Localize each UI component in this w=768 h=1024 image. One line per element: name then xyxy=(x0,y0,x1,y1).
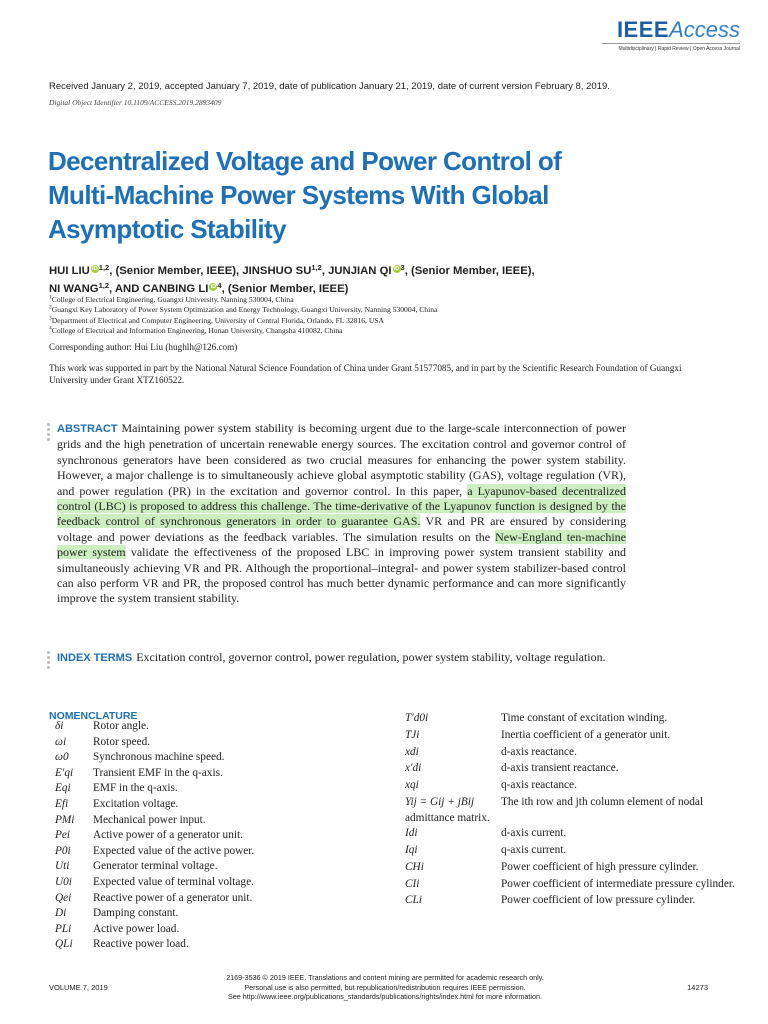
affiliation: $^3$Department of Electrical and Computer Engineering, University of Central Florida, Orlando, FL 32816, USA xyxy=(49,315,385,325)
nomenclature-definition: Damping constant. xyxy=(93,907,179,920)
author-role: , (Senior Member, IEEE), xyxy=(404,265,535,277)
nomenclature-row xyxy=(55,766,355,782)
nomenclature-symbol: Efi xyxy=(55,797,69,810)
nomenclature-symbol: x′di xyxy=(405,762,422,775)
title-line-1: Decentralized Voltage and Power Control of xyxy=(48,146,562,176)
author-role: , (Senior Member, IEEE), xyxy=(109,265,243,277)
abstract-text: VR and PR are ensured by considering voltage and power deviations as the feedback variables. The simulation results on the xyxy=(57,514,626,544)
nomenclature-symbol: CHi xyxy=(405,860,424,873)
nomenclature-definition: Active power load. xyxy=(93,922,180,935)
journal-logo xyxy=(602,18,740,52)
nomenclature-row xyxy=(55,891,355,907)
nomenclature-symbol: Di xyxy=(55,907,67,920)
copyright-line: Personal use is also permitted, but republication/redistribution requires IEEE permission. xyxy=(244,982,526,992)
footer-copyright xyxy=(180,973,590,1002)
title-line-3: Asymptotic Stability xyxy=(48,214,286,244)
nomenclature-row xyxy=(55,750,355,766)
nomenclature-heading: NOMENCLATURE xyxy=(49,710,138,722)
author-affil-sup: 4 xyxy=(217,281,222,290)
nomenclature-row xyxy=(405,711,735,728)
nomenclature-definition: Generator terminal voltage. xyxy=(93,860,218,873)
nomenclature-row xyxy=(55,922,355,938)
nomenclature-symbol: Idi xyxy=(405,827,418,840)
index-terms xyxy=(57,650,626,666)
nomenclature-row xyxy=(55,797,355,813)
abstract xyxy=(57,421,626,607)
nomenclature-definition: EMF in the q-axis. xyxy=(93,782,178,795)
nomenclature-definition: The ith row and jth column element of nodal admittance matrix. xyxy=(405,795,704,824)
nomenclature-row xyxy=(55,875,355,891)
author-list xyxy=(49,262,729,298)
nomenclature-definition: d-axis current. xyxy=(501,827,567,840)
author-name: , JUNJIAN QI xyxy=(321,265,392,277)
author-affil-sup: 3 xyxy=(400,263,405,272)
orcid-icon[interactable]: iD xyxy=(210,284,217,290)
nomenclature-symbol: Pei xyxy=(55,829,71,842)
nomenclature-symbol: E′qi xyxy=(55,766,74,779)
nomenclature-row xyxy=(405,795,735,826)
nomenclature-symbol: U0i xyxy=(55,875,72,888)
nomenclature-definition: Active power of a generator unit. xyxy=(93,829,243,842)
author-affil-sup: 1,2 xyxy=(98,281,110,290)
nomenclature-symbol: QLi xyxy=(55,938,73,951)
nomenclature-definition: Reactive power load. xyxy=(93,938,189,951)
nomenclature-symbol: Iqi xyxy=(405,843,418,856)
highlight[interactable]: New-England ten-machine power system xyxy=(57,529,627,560)
nomenclature-symbol: T′d0i xyxy=(405,712,429,724)
orcid-icon[interactable]: iD xyxy=(92,266,98,272)
nomenclature-row xyxy=(405,893,735,910)
orcid-icon[interactable]: iD xyxy=(393,266,400,272)
nomenclature-definition: q-axis reactance. xyxy=(501,779,577,792)
highlight[interactable]: a Lyapunov-based decentralized control (LBC) is proposed to address this challenge. The time-derivative of the Lyapunov function is designed by the feedback control of synchronous generators in order to guarantee GAS. xyxy=(57,483,626,529)
abstract-text: Maintaining power system stability is becoming urgent due to the large-scale interconnection of power grids and the high penetration of uncertain renewable energy sources. The excitation control and governor control of synchronous generators have been considered as two crucial measures for enhancing the power system stability. However, a major challenge is to simultaneously achieve global asymptotic stability (GAS), voltage regulation (VR), and power regulation (PR) in the excitation and governor control. In this paper, xyxy=(57,421,626,498)
nomenclature-symbol: Eqi xyxy=(55,782,71,795)
nomenclature-row xyxy=(55,859,355,875)
nomenclature-symbol: P0i xyxy=(55,844,71,857)
nomenclature-definition: Time constant of excitation winding. xyxy=(501,712,668,724)
abstract-heading: ABSTRACT xyxy=(57,423,118,435)
nomenclature-definition: Inertia coefficient of a generator unit. xyxy=(501,728,671,741)
author-role: , (Senior Member, IEEE) xyxy=(221,283,349,295)
paper-title xyxy=(48,144,668,246)
index-terms-text: Excitation control, governor control, power regulation, power system stability, voltage regulation. xyxy=(136,650,606,664)
nomenclature-definition: Mechanical power input. xyxy=(93,813,206,826)
nomenclature-symbol: Uti xyxy=(55,860,70,873)
title-line-2: Multi-Machine Power Systems With Global xyxy=(48,180,549,210)
nomenclature-definition: d-axis transient reactance. xyxy=(501,762,619,775)
nomenclature-left-column xyxy=(55,719,355,953)
nomenclature-definition: Expected value of the active power. xyxy=(93,844,255,857)
corresponding-author: Corresponding author: Hui Liu (hughlh@126.com) xyxy=(49,342,238,352)
nomenclature-symbol: CLi xyxy=(405,894,422,907)
nomenclature-row xyxy=(405,877,735,894)
nomenclature-row xyxy=(405,778,735,795)
nomenclature-row xyxy=(55,844,355,860)
nomenclature-definition: d-axis reactance. xyxy=(501,745,577,758)
author-name: JINSHUO SU xyxy=(242,265,312,277)
nomenclature-definition: Rotor speed. xyxy=(93,735,151,748)
author-affil-sup: 1,2 xyxy=(311,263,322,272)
nomenclature-definition: q-axis current. xyxy=(501,843,567,856)
nomenclature-row xyxy=(55,735,355,751)
nomenclature-row xyxy=(55,828,355,844)
nomenclature-definition: Rotor angle. xyxy=(93,720,149,732)
nomenclature-definition: Synchronous machine speed. xyxy=(93,751,225,764)
nomenclature-symbol: xdi xyxy=(405,745,419,758)
nomenclature-row xyxy=(55,813,355,829)
copyright-line: 2169-3536 © 2019 IEEE. Translations and content mining are permitted for academic research only. xyxy=(226,973,544,982)
nomenclature-row xyxy=(55,906,355,922)
nomenclature-symbol: ω0 xyxy=(55,751,69,764)
nomenclature-symbol: CIi xyxy=(405,877,420,890)
nomenclature-symbol: Qei xyxy=(55,891,72,904)
funding-note: This work was supported in part by the National Natural Science Foundation of China under Grant 51577085, and in part by the Scientific Research Foundation of Guangxi University under Grant XTZ160522. xyxy=(49,363,682,385)
nomenclature-row xyxy=(405,761,735,778)
more-dots-icon[interactable] xyxy=(47,423,51,443)
doi: Digital Object Identifier 10.1109/ACCESS.2019.2893409 xyxy=(49,98,222,107)
nomenclature-definition: Power coefficient of intermediate pressure cylinder. xyxy=(501,877,735,890)
nomenclature-definition: Excitation voltage. xyxy=(93,797,179,810)
nomenclature-symbol: xqi xyxy=(405,779,419,792)
nomenclature-row xyxy=(405,860,735,877)
received-dates: Received January 2, 2019, accepted January 7, 2019, date of publication January 21, 2019, date of current version February 8, 2019. xyxy=(49,81,610,92)
affiliations xyxy=(49,295,437,337)
nomenclature-right-column xyxy=(405,711,735,910)
affiliation: $^1$College of Electrical Engineering, Guangxi University, Nanning 530004, China xyxy=(49,294,294,304)
affiliation: $^2$Guangxi Key Laboratory of Power System Optimization and Energy Technology, Guangxi University, Nanning 530004, China xyxy=(49,304,438,315)
author-name: , AND CANBING LI xyxy=(109,283,209,295)
nomenclature-symbol: Yij = Gij + jBij xyxy=(405,795,475,808)
affiliation: $^4$College of Electrical and Information Engineering, Hunan University, Changsha 410082, China xyxy=(49,325,343,336)
nomenclature-definition: Power coefficient of high pressure cylinder. xyxy=(501,860,699,873)
nomenclature-definition: Expected value of terminal voltage. xyxy=(93,875,254,888)
index-terms-heading: INDEX TERMS xyxy=(57,652,133,664)
author-name: NI WANG xyxy=(49,283,99,295)
author-name: HUI LIU xyxy=(49,265,90,277)
nomenclature-definition: Power coefficient of low pressure cylinder. xyxy=(501,894,696,907)
nomenclature-definition: Reactive power of a generator unit. xyxy=(93,891,253,904)
author-affil-sup: 1,2 xyxy=(98,263,110,272)
nomenclature-symbol: TJi xyxy=(405,728,420,741)
nomenclature-row xyxy=(55,719,355,735)
nomenclature-row xyxy=(405,843,735,860)
copyright-line: See http://www.ieee.org/publications_standards/publications/rights/index.html for more information. xyxy=(227,992,543,1001)
abstract-text: validate the effectiveness of the proposed LBC in improving power system transient stability and simultaneously achieving VR and PR. Although the proportional–integral- and power system stabilizer-based control can also perform VR and PR, the proposed control has much better dynamic performance and can more significantly improve the system transient stability. xyxy=(57,545,626,606)
logo-ieee: IEEE xyxy=(616,17,670,42)
nomenclature-symbol: ωi xyxy=(55,735,67,748)
page-number: 14273 xyxy=(687,983,708,992)
more-dots-icon[interactable] xyxy=(47,651,51,671)
logo-access: Access xyxy=(669,17,740,42)
logo-tagline: Multidisciplinary | Rapid Review | Open Access Journal xyxy=(618,46,740,52)
nomenclature-definition: Transient EMF in the q-axis. xyxy=(93,766,223,779)
nomenclature-row xyxy=(405,745,735,762)
nomenclature-symbol: PLi xyxy=(55,922,72,935)
nomenclature-row xyxy=(55,781,355,797)
footer-volume: VOLUME 7, 2019 xyxy=(49,983,108,992)
nomenclature-row xyxy=(55,937,355,953)
nomenclature-row xyxy=(405,826,735,843)
nomenclature-symbol: PMi xyxy=(55,813,75,826)
nomenclature-row xyxy=(405,728,735,745)
nomenclature-symbol: δi xyxy=(55,720,64,732)
